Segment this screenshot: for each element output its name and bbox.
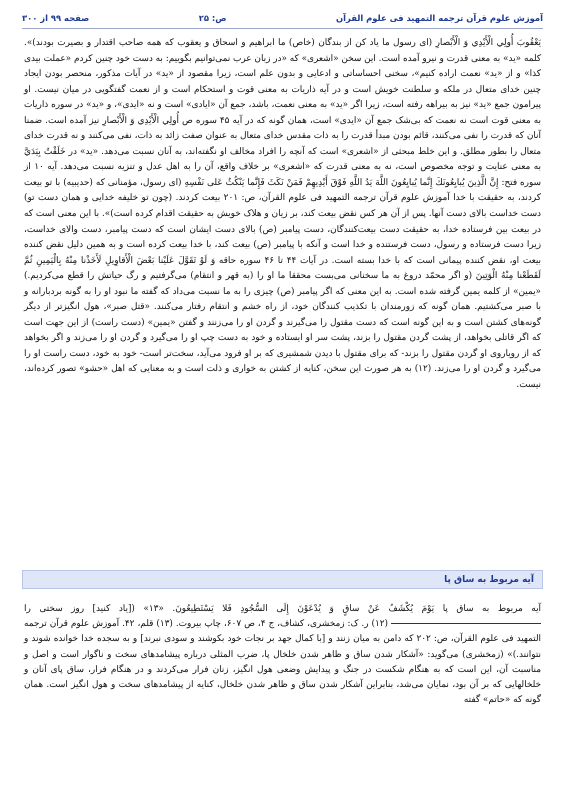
page-header [22, 10, 543, 29]
main-text [24, 36, 541, 394]
page-ref: ص: ۲۵ [198, 13, 227, 23]
footnote-text: ر. ک: زمخشری، کشاف، ج ۴، ص ۶۰۷، چاپ بیروت. (۱۳) قلم، ۴۲. آموزش علوم قرآن ترجمه التمهید فی علوم القرآن، ص: ۲۰۲ که دامن به میان زنند و [با کمال جهد بر نجات خود بکوشند و سودی نبرند] و به سجده خدا خوانده شوند و نتوانند.)» (زمخشری) می‌گوید: «آشکار شدن ساق و ظاهر شدن خلخال پا، ضرب المثلی درباره پیشامدهای سخت و ناگوار است و اصل و مناسبت آن، این است که به هنگام شکست در جنگ و پیدایش وضعی هول انگیز، زنان فرار می‌کردند و در هنگام فرار، ساق پای آنان و خلخالهایی که بر آن بود، نمایان می‌شد، بنابراین آشکار شدن ساق و ظاهر شدن خلخال، کنایه از پیشامدهای سخت و هول انگیز است. همان گونه که «حاتم» گفته [24, 619, 541, 706]
footnote-rule [391, 623, 541, 624]
footnote-number: (۱۲) [371, 619, 388, 630]
section-heading [22, 570, 543, 589]
second-text [24, 602, 541, 708]
paragraph-main: يَعْقُوبَ أُولِي الْأَيْدِي وَ الْأَبْصارِ (ای رسول ما یاد کن از بندگان (خاص) ما ابراهیم و اسحاق و یعقوب که همه صاحب اقتدار و بصیرت بودند)». کلمه «ید» به معنی قدرت و نیرو آمده است. این سخن «اشعری» که «در زبان عرب نمی‌توانیم بگوییم: به دست خود چنین کردم «عملت بیدی کذا» و از «ید» نعمت اراده کنیم»، سخنی احساساتی و ادعایی و بدون علم است، زیرا مقصود از «ید» در آیات مذکور، منحصر بودن ایجاد چنین خدای متعال در ملکه و سلطنت خویش است و در آیه ذاریات به معنی قوت و استحکام است و از نعمت گفتگویی در میان نیست. او پیرامون جمع «ید» نیز به بیراهه رفته است، زیرا اگر «ید» به معنی نعمت، باشد، جمع آن «ایادی» است و نه «ایدی»، و «ید» در سوره ذاریات به معنی قوت است نه نعمت که بی‌شک جمع آن «ایدی» است، همان گونه که در آیه ۴۵ سوره ص أُولِي الْأَيْدِي وَ الْأَبْصارِ نیز آمده است. ضمنا آنان که قدرت را نفی می‌کنند، قائم بودن مبدأ قدرت را به ذات مقدس خدای متعال به عنوان صفت زائد به ذات، نفی می‌کنند و نه قدرت خدای متعال را بطور مطلق. و این خلط مبحثی از «اشعری» است که آنچه را افراد مخالف او نگفته‌اند، به آنان نسبت می‌دهد. «ید» در خَلَقْتُ بِيَدَيَّ به معنی عنایت و توجه مخصوص است، نه به معنی قدرت که «اشعری» بر خلاف واقع، آن را به اهل عدل و تنزیه نسبت می‌دهد. آیه ۱۰ از سوره فتح: إِنَّ الَّذِينَ يُبايِعُونَكَ إِنَّما يُبايِعُونَ اللَّهَ يَدُ اللَّهِ فَوْقَ أَيْدِيهِمْ فَمَنْ نَكَثَ فَإِنَّما يَنْكُثُ عَلى نَفْسِهِ (ای رسول، مؤمنانی که (حدیبیه) با تو بیعت کردند، به حقیقت با خدا آموزش علوم قرآن ترجمه التمهید فی علوم القرآن، ص: ۲۰۱ بیعت کردند. (چون تو خلیفه خدایی و همان دست تو) دست خداست بالای دست آنها. پس از آن هر کس نقض بیعت کند، بر زیان و هلاک خویش به حقیقت اقدام کرده است)». با این معنی است که در بیعت بین فرستاده خدا، به حقیقت دست بیعت‌کنندگان، دست پیامبر (ص) بالای دست ایشان است که دست پیامبر، دست والای خداست، زیرا دست فرستاده و رسول، دست فرستنده و خدا است و آنکه با پیامبر (ص) بیعت کند، با خدا بیعت کرده است و به همین دلیل نقض کننده بیعت او، نقض کننده پیمانی است که با خدا بسته است. در آیات ۴۴ تا ۴۶ سوره حاقه وَ لَوْ تَقَوَّلَ عَلَيْنا بَعْضَ الْأَقاوِيلِ لَأَخَذْنا مِنْهُ بِالْيَمِينِ ثُمَّ لَقَطَعْنا مِنْهُ الْوَتِينَ (و اگر محمّد دروغ به ما سخنانی می‌بست محققا ما او را (به قهر و انتقام) می‌گرفتیم و رگ حیاتش را قطع می‌کردیم.) «یمین» از کلمه یمین گرفته شده است. به این معنی که اگر پیامبر (ص) چیزی را به ما نسبت می‌داد که گفته ما نبود او را به گونه بردبارانه و با صبر می‌کشتیم. همان گونه که زورمندان با تکذیب کنندگان خود، از راه خشم و انتقام رفتار می‌کنند. «قتل صبر»، هول انگیزتر از دیگر گونه‌های کشتن است و به این گونه است که دست مقتول را می‌گیرند و گردن او را می‌زنند و گفتن «یمین» (دست راست) از این جهت است که اگر قاتلی بخواهد، از پشت گردن مقتول را بزند، پشت سر او ایستاده و خود به دست چپ او را می‌گیرد و گردن او را می‌زند و اگر بخواهد که از رویاروی او گردن مقتول را بزند- که برای مقتول با دیدن شمشیری که بر او فرود می‌آید، سخت‌تر است- خود به خود، دست راست او را می‌گیرد و گردن او را می‌زند. (۱۲) به هر صورت این سخن، کنایه از کشتن به خواری و ذلت است و به معنایی که اهل «حشو» تصور کرده‌اند، نیست. [24, 38, 541, 391]
paragraph-second [24, 602, 541, 708]
book-title: آموزش علوم قرآن ترجمه التمهید فی علوم القرآن [335, 13, 543, 23]
paragraph-second-text: آیه مربوط به ساق پا يَوْمَ يُكْشَفُ عَنْ ساقٍ وَ يُدْعَوْنَ إِلَى السُّجُودِ فَلا يَسْتَطِيعُونَ. «۱۳» ([یاد کنید] روز سختی را [24, 604, 541, 614]
page-counter: صفحه ۹۹ از ۳۰۰ [22, 13, 90, 23]
section-title: آیه مربوط به ساق پا [444, 575, 534, 585]
